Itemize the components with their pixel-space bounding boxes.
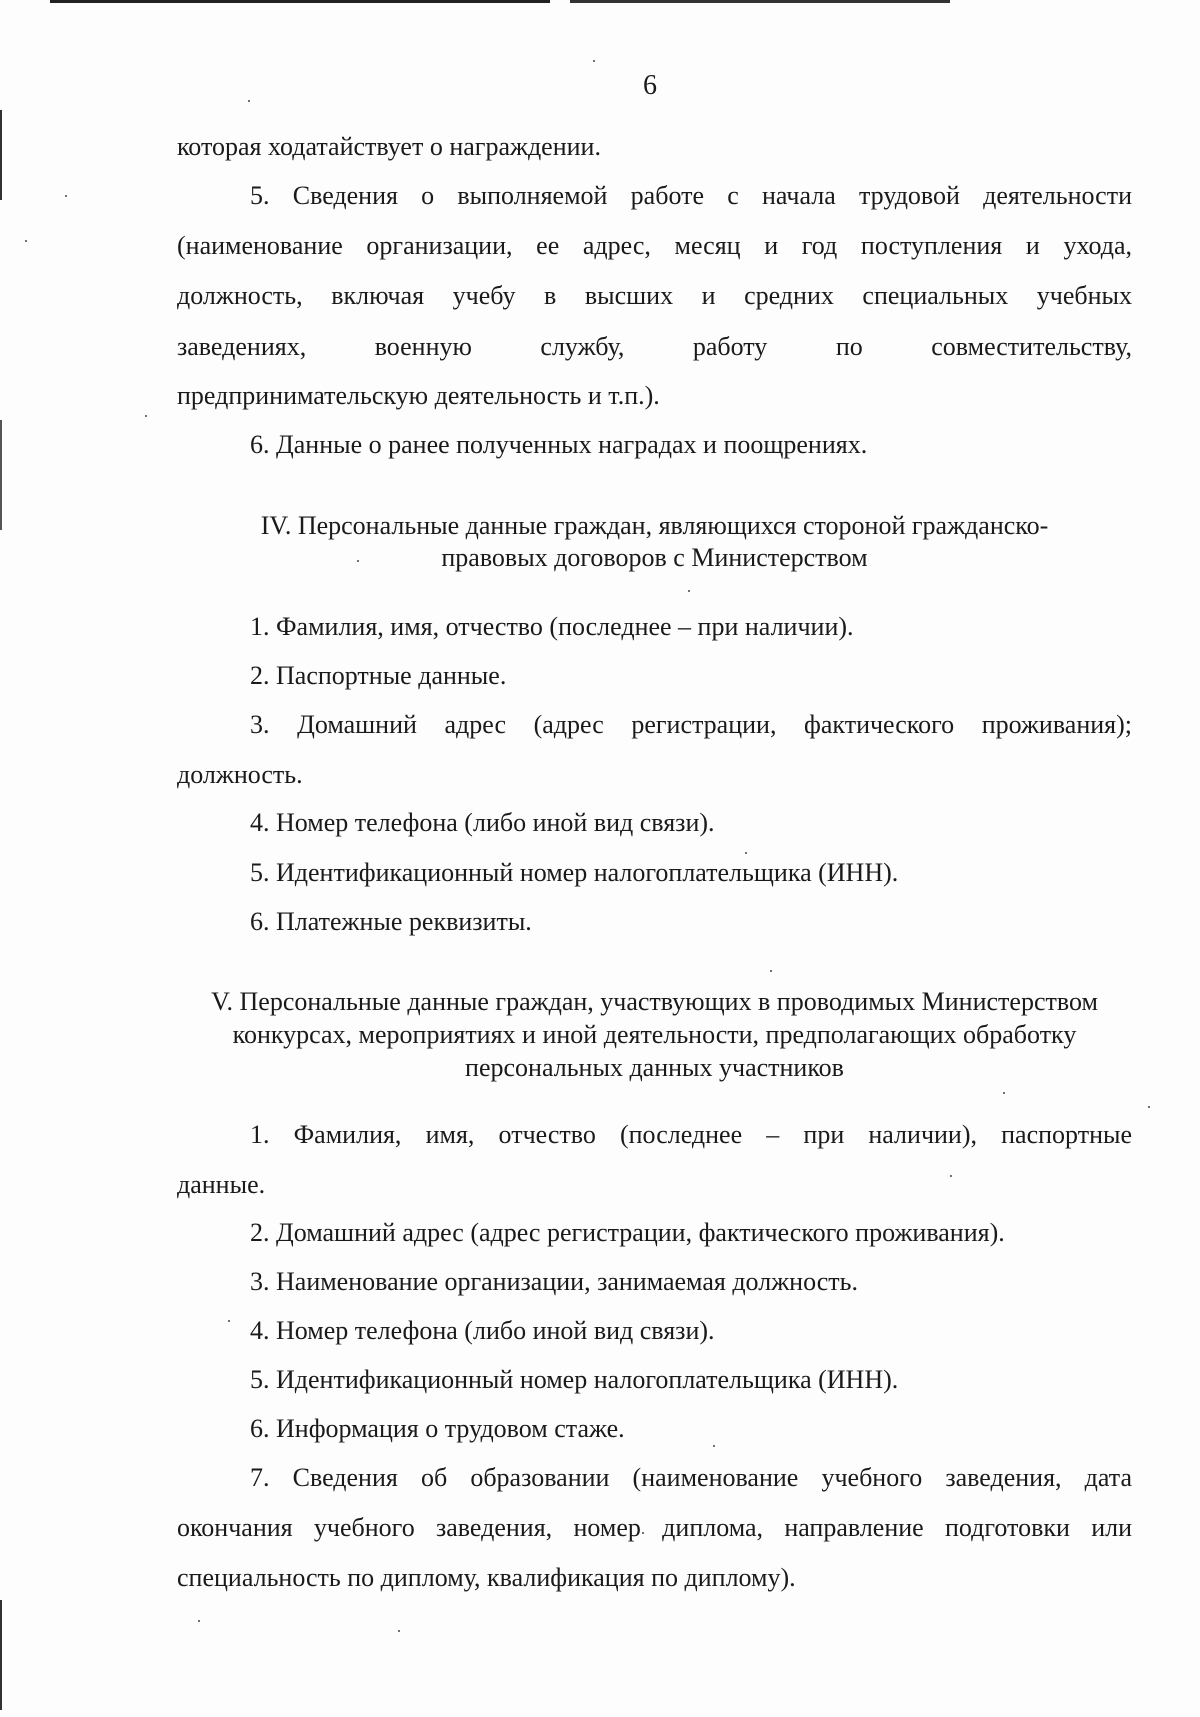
s4-item5: 5. Идентификационный номер налогоплательщика (ИНН). xyxy=(250,858,899,887)
s3-item5-line3: должность, включая учебу в высших и средних специальных учебных xyxy=(177,281,1132,310)
section4-heading-line1: IV. Персональные данные граждан, являющихся стороной гражданско- xyxy=(260,511,1049,540)
scan-speck xyxy=(145,415,147,417)
scan-speck xyxy=(398,1630,400,1632)
scan-speck xyxy=(198,1620,200,1622)
page-number: 6 xyxy=(643,70,657,101)
s5-item2: 2. Домашний адрес (адрес регистрации, фактического проживания). xyxy=(250,1218,1005,1247)
scan-speck xyxy=(950,1175,952,1177)
s4-item6: 6. Платежные реквизиты. xyxy=(250,907,532,936)
s5-item1-line1: 1. Фамилия, имя, отчество (последнее – при наличии), паспортные xyxy=(250,1120,1132,1149)
scan-edge-line xyxy=(50,0,550,3)
s5-item4: 4. Номер телефона (либо иной вид связи). xyxy=(250,1316,715,1345)
s3-item5-line5: предпринимательскую деятельность и т.п.). xyxy=(177,381,660,410)
scan-speck xyxy=(228,1320,230,1322)
scan-speck xyxy=(593,60,595,62)
scan-speck xyxy=(25,240,27,242)
s3-item5-line1: 5. Сведения о выполняемой работе с начала трудовой деятельности xyxy=(250,181,1132,210)
s4-item3-line2: должность. xyxy=(177,760,303,789)
s3-item6: 6. Данные о ранее полученных наградах и поощрениях. xyxy=(250,430,868,459)
scan-speck xyxy=(688,590,690,592)
s5-item7-line3: специальность по диплому, квалификация по диплому). xyxy=(177,1563,796,1592)
s5-item3: 3. Наименование организации, занимаемая должность. xyxy=(250,1267,858,1296)
s3-item5-line4: заведениях, военную службу, работу по совместительству, xyxy=(177,332,1132,361)
section4-heading-line2: правовых договоров с Министерством xyxy=(441,543,868,572)
scan-edge-mark xyxy=(0,420,2,530)
section5-heading-line1: V. Персональные данные граждан, участвующих в проводимых Министерством xyxy=(211,987,1098,1016)
scan-speck xyxy=(1148,1106,1150,1108)
s4-item3-line1: 3. Домашний адрес (адрес регистрации, фактического проживания); xyxy=(250,710,1132,739)
scan-edge-mark xyxy=(0,1600,2,1710)
s5-item1-line2: данные. xyxy=(177,1170,266,1199)
scan-speck xyxy=(745,852,747,854)
s5-item7-line2: окончания учебного заведения, номер диплома, направление подготовки или xyxy=(177,1513,1132,1542)
s4-item1: 1. Фамилия, имя, отчество (последнее – при наличии). xyxy=(250,612,854,641)
intro-line: которая ходатайствует о награждении. xyxy=(177,132,601,161)
s5-item6: 6. Информация о трудовом стаже. xyxy=(250,1414,625,1443)
scan-speck xyxy=(770,970,772,972)
s4-item4: 4. Номер телефона (либо иной вид связи). xyxy=(250,808,715,837)
scan-edge-mark xyxy=(0,110,2,200)
scan-speck xyxy=(713,1445,715,1447)
section5-heading-line2: конкурсах, мероприятиях и иной деятельности, предполагающих обработку xyxy=(232,1020,1077,1049)
section5-heading-line3: персональных данных участников xyxy=(465,1053,844,1082)
s3-item5-line2: (наименование организации, ее адрес, месяц и год поступления и ухода, xyxy=(177,231,1132,260)
s4-item2: 2. Паспортные данные. xyxy=(250,661,507,690)
s5-item7-line1: 7. Сведения об образовании (наименование учебного заведения, дата xyxy=(250,1463,1132,1492)
scan-speck xyxy=(1003,1092,1005,1094)
scan-edge-line xyxy=(570,0,950,3)
s5-item5: 5. Идентификационный номер налогоплательщика (ИНН). xyxy=(250,1365,899,1394)
scan-speck xyxy=(65,195,67,197)
